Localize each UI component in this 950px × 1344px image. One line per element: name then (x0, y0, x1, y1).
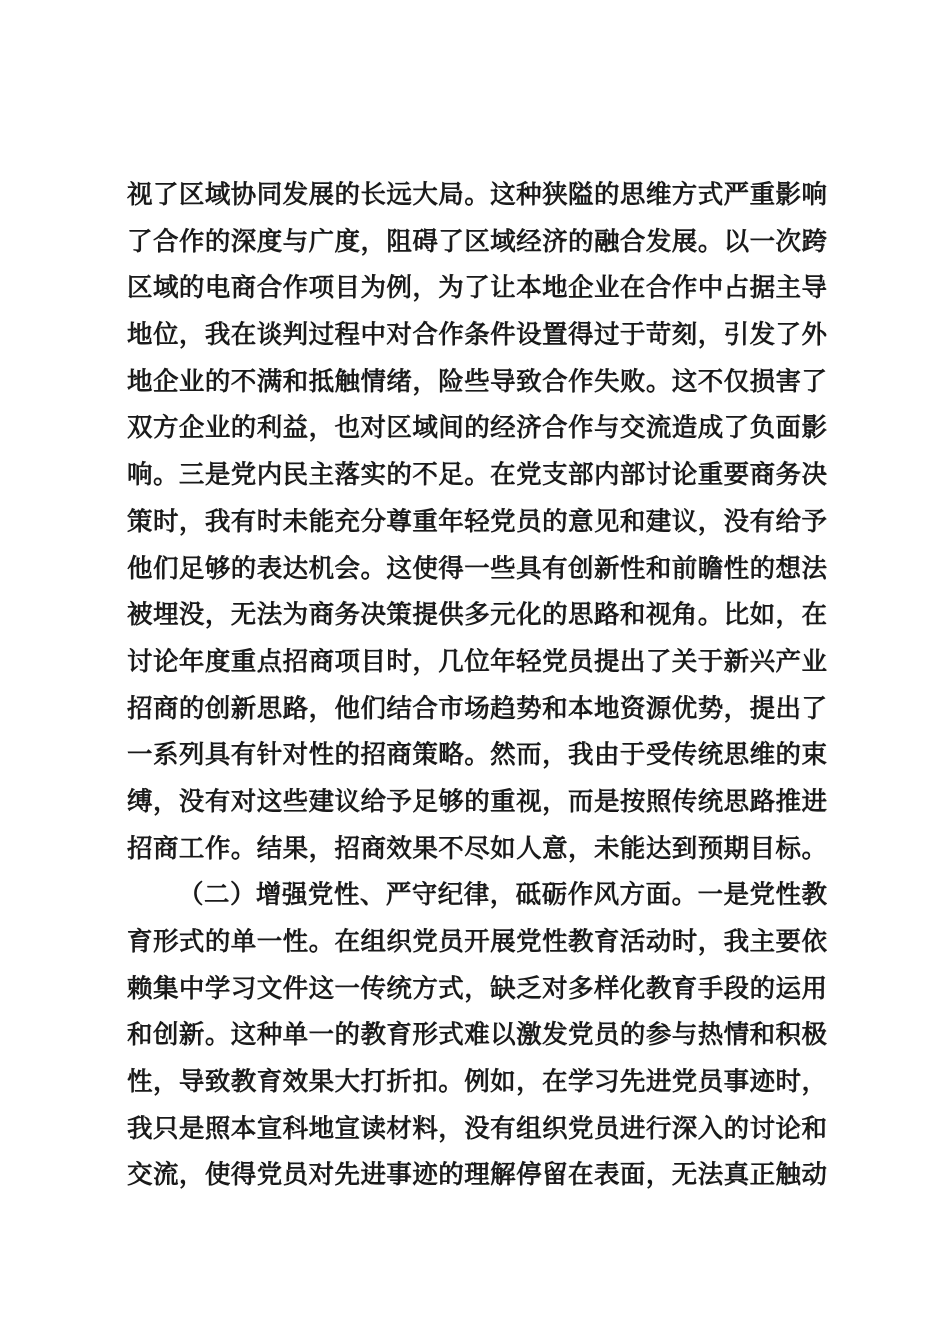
text-line: 赖集中学习文件这一传统方式，缺乏对多样化教育手段的运用 (127, 973, 827, 1004)
text-line: 一系列具有针对性的招商策略。然而，我由于受传统思维的束 (127, 740, 827, 771)
text-line: 缚，没有对这些建议给予足够的重视，而是按照传统思路推进 (127, 786, 827, 817)
text-line: 招商的创新思路，他们结合市场趋势和本地资源优势，提出了 (127, 693, 827, 724)
text-line: 地企业的不满和抵触情绪，险些导致合作失败。这不仅损害了 (127, 366, 827, 397)
text-line: 招商工作。结果，招商效果不尽如人意，未能达到预期目标。 (127, 833, 827, 864)
text-line: 双方企业的利益，也对区域间的经济合作与交流造成了负面影 (127, 413, 827, 444)
text-line: 讨论年度重点招商项目时，几位年轻党员提出了关于新兴产业 (127, 646, 827, 677)
text-line: 他们足够的表达机会。这使得一些具有创新性和前瞻性的想法 (127, 553, 827, 584)
text-line: 和创新。这种单一的教育形式难以激发党员的参与热情和积极 (127, 1020, 827, 1051)
text-line: 策时，我有时未能充分尊重年轻党员的意见和建议，没有给予 (127, 506, 827, 537)
section-heading-line: （二）增强党性、严守纪律，砥砺作风方面。一是党性教 (178, 880, 827, 911)
text-line: 交流，使得党员对先进事迹的理解停留在表面，无法真正触动 (127, 1160, 827, 1191)
text-line: 地位，我在谈判过程中对合作条件设置得过于苛刻，引发了外 (127, 320, 827, 351)
body-text (127, 172, 827, 1199)
text-line: 了合作的深度与广度，阻碍了区域经济的融合发展。以一次跨 (127, 226, 827, 257)
text-line: 被埋没，无法为商务决策提供多元化的思路和视角。比如，在 (127, 600, 827, 631)
text-line: 我只是照本宣科地宣读材料，没有组织党员进行深入的讨论和 (127, 1113, 827, 1144)
text-line: 视了区域协同发展的长远大局。这种狭隘的思维方式严重影响 (127, 180, 827, 210)
text-line: 育形式的单一性。在组织党员开展党性教育活动时，我主要依 (127, 927, 827, 957)
text-line: 区域的电商合作项目为例，为了让本地企业在合作中占据主导 (127, 273, 827, 304)
text-line: 响。三是党内民主落实的不足。在党支部内部讨论重要商务决 (127, 460, 827, 491)
text-line: 性，导致教育效果大打折扣。例如，在学习先进党员事迹时， (127, 1067, 827, 1098)
